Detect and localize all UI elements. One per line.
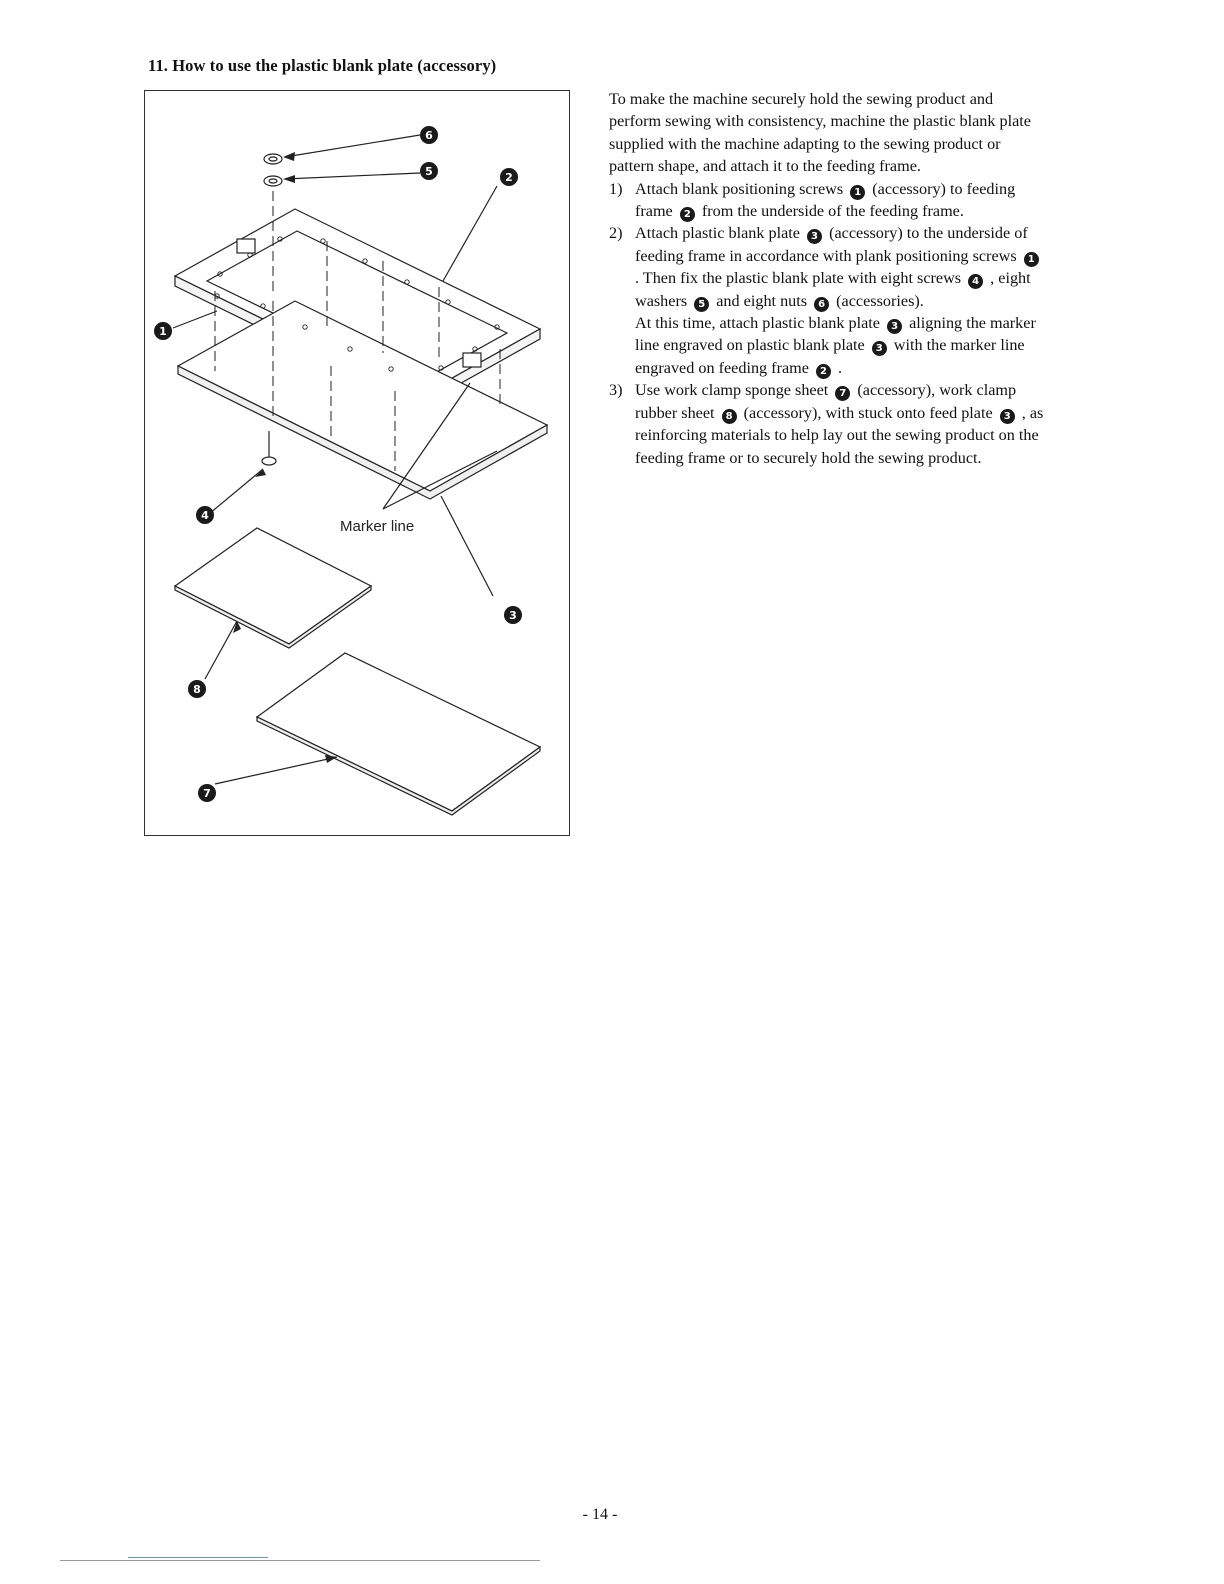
step-1: 1) Attach blank positioning screws 1 (accessory) to feeding frame 2 from the underside of the feeding frame. [609,179,1016,221]
screw-part [262,457,276,465]
marker-line-label: Marker line [340,518,415,535]
callout-8 [188,680,206,698]
callout-badge: 2 [816,364,831,379]
svg-text:3: 3 [509,609,517,622]
callout-badge: 2 [680,207,695,222]
callout-badge: 3 [887,319,902,334]
washer-part [264,176,282,186]
positioning-block-right [463,353,481,367]
exploded-view-figure [144,90,570,836]
exploded-view-drawing [145,91,569,835]
scan-edge-line [60,1560,540,1561]
svg-text:7: 7 [203,787,211,800]
callout-badge: 1 [1024,252,1039,267]
section-heading: 11. How to use the plastic blank plate (accessory) [148,56,497,75]
callout-badge: 3 [872,341,887,356]
callout-badge: 5 [694,297,709,312]
nut-part [264,154,282,164]
svg-text:8: 8 [193,683,201,696]
step-3: 3) Use work clamp sponge sheet 7 (accessory), work clamp rubber sheet 8 (accessory), with stuck onto feed plate 3 , as reinforcing materials to help lay out the sewing product on the feeding frame or to securely hold the sewing product. [609,381,1044,467]
page-number: - 14 - [582,1506,618,1523]
callout-2 [500,168,518,186]
sponge-sheet [175,528,371,644]
callout-badge: 8 [722,409,737,424]
svg-text:6: 6 [425,129,433,142]
svg-text:1: 1 [159,325,167,338]
callout-badge: 6 [814,297,829,312]
intro-paragraph: To make the machine securely hold the sewing product and perform sewing with consistency, machine the plastic blank plate supplied with the machine adapting to the sewing product or pattern shape, and attach it to the feeding frame. [609,90,1031,176]
step-number: 1) [609,179,623,198]
step-2: 2) Attach plastic blank plate 3 (accessory) to the underside of feeding frame in accordance with plank positioning screws 1 . Then fix the plastic blank plate with eight screws 4 , eight washers 5 and eight nuts 6 (accessories). At this time, attach plastic blank plate 3 aligning the marker line engraved on plastic blank plate 3 with the marker line engraved on feeding frame 2 . [609,222,1049,379]
positioning-block-left [237,239,255,253]
callout-badge: 3 [807,229,822,244]
callout-5 [420,162,438,180]
svg-text:2: 2 [505,171,513,184]
callout-1 [154,322,172,340]
scan-edge-line-blue [128,1557,268,1558]
callout-badge: 3 [1000,409,1015,424]
svg-text:4: 4 [201,509,209,522]
instructions-column [609,88,1049,469]
callout-3 [504,606,522,624]
callout-badge: 7 [835,386,850,401]
step-number: 2) [609,224,623,243]
callout-4 [196,506,214,524]
callout-7 [198,784,216,802]
callout-badge: 1 [850,185,865,200]
svg-text:5: 5 [425,165,433,178]
callout-6 [420,126,438,144]
callout-badge: 4 [968,274,983,289]
step-number: 3) [609,381,623,400]
